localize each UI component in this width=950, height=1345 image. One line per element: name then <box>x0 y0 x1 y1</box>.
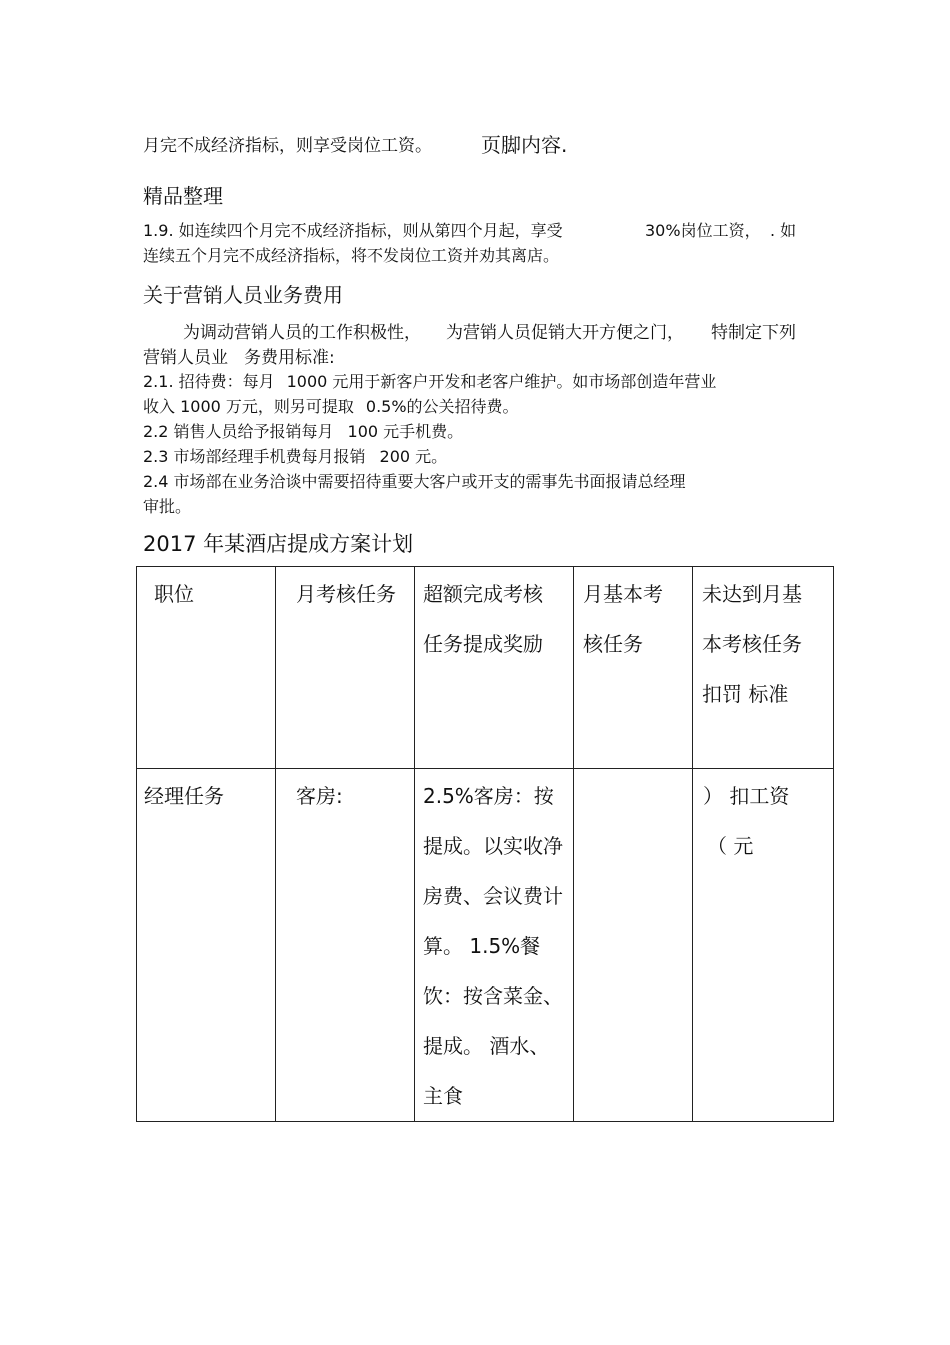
rule-2-3-a: 2.3 市场部经理手机费每月报销 <box>143 447 366 466</box>
header-cell-excess-reward <box>415 567 574 769</box>
header-position-text: 职位 <box>154 582 194 606</box>
item-1-9-line2: 连续五个月完不成经济指标，将不发岗位工资并劝其离店。 <box>143 246 560 265</box>
cell-monthly-task <box>276 769 415 1122</box>
cell-position-text: 经理任务 <box>144 784 224 808</box>
rule-2-1 <box>143 369 716 392</box>
header-line <box>143 131 432 156</box>
header-cell-base-task <box>574 567 693 769</box>
item-1-9-part-c: . 如 <box>770 221 797 240</box>
header-cell-penalty <box>693 567 834 769</box>
intro-line2 <box>143 343 335 368</box>
header-cell-position <box>137 567 276 769</box>
cell-base-task-text <box>574 769 692 771</box>
intro-part-d: 营销人员业 <box>143 348 228 368</box>
rule-2-2-a: 2.2 销售人员给予报销每月 <box>143 422 334 441</box>
cell-base-task <box>574 769 693 1122</box>
header-line-text: 月完不成经济指标，则享受岗位工资。 <box>143 136 432 156</box>
rule-2-1-b: 1000 元用于新客户开发和老客户维护。如市场部创造年营业 <box>286 372 717 391</box>
rule-2-4-cont: 审批。 <box>143 497 192 516</box>
table-header-row <box>137 567 834 769</box>
header-base-task-text: 月基本考核任务 <box>583 582 663 656</box>
intro-part-a: 为调动营销人员的工作积极性， <box>183 323 421 343</box>
cell-penalty-line1: ） 扣工资 <box>703 784 790 808</box>
cell-excess-reward <box>415 769 574 1122</box>
section-label: 精品整理 <box>143 184 223 208</box>
header-monthly-task-text: 月考核任务 <box>296 582 396 606</box>
cell-excess-reward-text: 2.5%客房：按提成。以实收净房费、会议费计算。 1.5%餐饮：按含菜金、提成。 酒水、主食 <box>423 784 563 1108</box>
header-excess-reward-text: 超额完成考核任务提成奖励 <box>423 582 543 656</box>
plan-title: 2017 年某酒店提成方案计划 <box>143 532 414 556</box>
cell-monthly-task-text: 客房: <box>296 784 343 808</box>
rule-2-3 <box>143 444 447 467</box>
rule-2-2-b: 100 元手机费。 <box>347 422 464 441</box>
header-cell-monthly-task <box>276 567 415 769</box>
cell-penalty-text <box>693 769 833 871</box>
intro-part-c: 特制定下列 <box>711 323 796 343</box>
expense-title: 关于营销人员业务费用 <box>143 283 343 307</box>
rule-2-2 <box>143 419 463 442</box>
rule-2-4: 2.4 市场部在业务洽谈中需要招待重要大客户或开支的需事先书面报请总经理 <box>143 472 686 491</box>
cell-penalty-line2: （ 元 <box>707 834 754 858</box>
rule-2-1-a: 2.1. 招待费：每月 <box>143 372 275 391</box>
header-penalty-text: 未达到月基本考核任务扣罚 标准 <box>702 582 802 706</box>
rule-2-3-b: 200 元。 <box>379 447 448 466</box>
cell-position <box>137 769 276 1122</box>
intro-part-b: 为营销人员促销大开方便之门， <box>446 323 684 343</box>
cell-penalty <box>693 769 834 1122</box>
item-1-9-part-b: 30%岗位工资， <box>645 221 761 240</box>
table-row <box>137 769 834 1122</box>
commission-table <box>136 566 834 1122</box>
rule-2-1-cont-a: 收入 1000 万元，则另可提取 <box>143 397 354 416</box>
rule-2-1-cont <box>143 394 519 417</box>
rule-2-1-cont-b: 0.5%的公关招待费。 <box>365 397 519 416</box>
item-1-9-line1 <box>143 218 563 241</box>
item-1-9-part-a: 1.9. 如连续四个月完不成经济指标，则从第四个月起，享受 <box>143 221 563 240</box>
footer-content: 页脚内容. <box>481 133 568 157</box>
intro-part-e: 务费用标准: <box>244 348 335 368</box>
